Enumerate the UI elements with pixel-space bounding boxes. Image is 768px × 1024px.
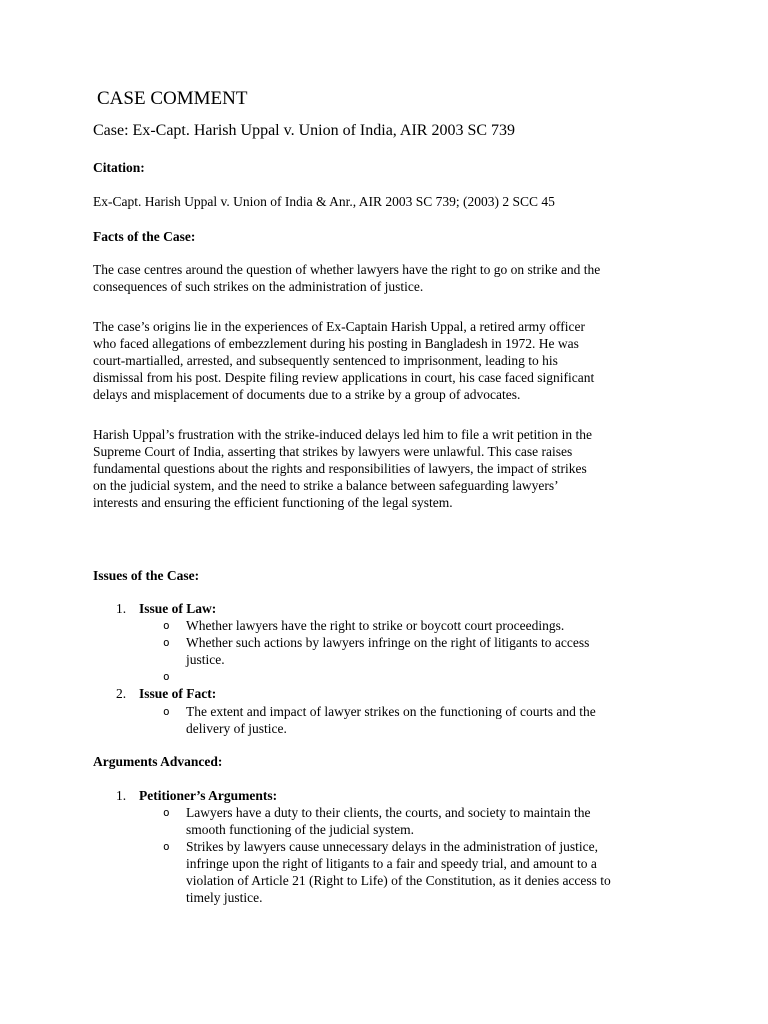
list-label: Issue of Fact: xyxy=(139,686,217,701)
citation-heading: Citation: xyxy=(93,160,145,175)
citation-text: Ex-Capt. Harish Uppal v. Union of India & Anr., AIR 2003 SC 739; (2003) 2 SCC 45 xyxy=(93,194,555,209)
text-line: delivery of justice. xyxy=(186,721,287,736)
list-label: Petitioner’s Arguments: xyxy=(139,788,278,803)
facts-paragraph-3 xyxy=(93,426,683,511)
list-label: Issue of Law: xyxy=(139,601,217,616)
text-line: consequences of such strikes on the administration of justice. xyxy=(93,279,424,294)
bullet-marker: o xyxy=(163,619,170,632)
case-name: Case: Ex-Capt. Harish Uppal v. Union of India, AIR 2003 SC 739 xyxy=(93,122,516,139)
text-line: dismissal from his post. Despite filing review applications in court, his case faced significant xyxy=(93,370,595,385)
text-line: Whether such actions by lawyers infringe on the right of litigants to access xyxy=(186,635,590,650)
bullet-marker: o xyxy=(163,840,170,853)
text-line: justice. xyxy=(186,652,225,667)
text-line: who faced allegations of embezzlement during his posting in Bangladesh in 1972. He was xyxy=(93,336,579,351)
list-number: 1. xyxy=(116,601,127,616)
bullet-marker: o xyxy=(163,705,170,718)
text-line: The extent and impact of lawyer strikes on the functioning of courts and the xyxy=(186,704,596,719)
text-line: on the judicial system, and the need to strike a balance between safeguarding lawyers’ xyxy=(93,478,559,493)
text-line: The case centres around the question of whether lawyers have the right to go on strike and the xyxy=(93,262,601,277)
text-line: Lawyers have a duty to their clients, the courts, and society to maintain the xyxy=(186,805,591,820)
text-line: smooth functioning of the judicial system. xyxy=(186,822,414,837)
arguments-heading: Arguments Advanced: xyxy=(93,754,223,769)
facts-heading: Facts of the Case: xyxy=(93,229,196,244)
text-line: Whether lawyers have the right to strike or boycott court proceedings. xyxy=(186,618,565,633)
issues-heading: Issues of the Case: xyxy=(93,568,200,583)
facts-paragraph-2 xyxy=(93,318,683,403)
bullet-marker: o xyxy=(163,670,170,683)
list-number: 1. xyxy=(116,788,127,803)
text-line: Supreme Court of India, asserting that strikes by lawyers were unlawful. This case raises xyxy=(93,444,573,459)
text-line: Strikes by lawyers cause unnecessary delays in the administration of justice, xyxy=(186,839,599,854)
text-line: interests and ensuring the efficient functioning of the legal system. xyxy=(93,495,453,510)
text-line: Harish Uppal’s frustration with the strike-induced delays led him to file a writ petition in the xyxy=(93,427,593,442)
bullet-marker: o xyxy=(163,636,170,649)
bullet-marker: o xyxy=(163,806,170,819)
facts-paragraph-1 xyxy=(93,261,683,295)
text-line: court-martialled, arrested, and subsequently sentenced to imprisonment, leading to his xyxy=(93,353,558,368)
text-line: infringe upon the right of litigants to a fair and speedy trial, and amount to a xyxy=(186,856,597,871)
text-line: timely justice. xyxy=(186,890,263,905)
text-line: The case’s origins lie in the experiences of Ex-Captain Harish Uppal, a retired army officer xyxy=(93,319,585,334)
list-number: 2. xyxy=(116,686,127,701)
text-line: violation of Article 21 (Right to Life) of the Constitution, as it denies access to xyxy=(186,873,611,888)
text-line: delays and misplacement of documents due to a strike by a group of advocates. xyxy=(93,387,521,402)
text-line: fundamental questions about the rights and responsibilities of lawyers, the impact of strikes xyxy=(93,461,587,476)
document-title: CASE COMMENT xyxy=(97,88,248,109)
